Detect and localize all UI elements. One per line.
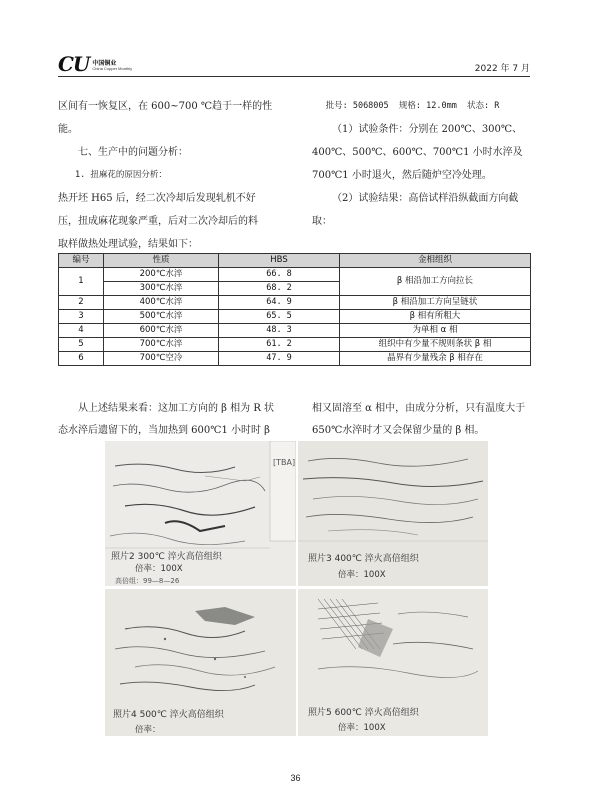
table-cell-org: β 相沿加工方向呈链状: [340, 296, 531, 310]
table-cell-org: β 相沿加工方向拉长: [340, 268, 531, 296]
paragraph-line: 压，扭成麻花现象严重，后对二次冷却后的料: [58, 216, 258, 227]
table-cell-hbs: 61. 2: [219, 338, 340, 352]
table-cell-hbs: 68. 2: [219, 282, 340, 296]
table-cell-prop: 400℃水淬: [104, 296, 219, 310]
table-cell-no: 3: [59, 310, 104, 324]
table-cell-org: 组织中有少量不规则条状 β 相: [340, 338, 531, 352]
table-cell-org: 晶界有少量残余 β 相存在: [340, 352, 531, 366]
photo-handwriting: 倍率：: [135, 725, 161, 735]
paragraph-line: 取：: [312, 216, 332, 227]
logo-mark: CU: [58, 52, 90, 76]
table-row: [59, 338, 531, 352]
photo-handwriting: 照片4 500℃ 淬火高倍组织: [113, 710, 224, 720]
micrograph-photo-5: [298, 589, 488, 736]
photo-handwriting: 倍率：100X: [135, 564, 183, 574]
table-cell-org: β 相有所粗大: [340, 310, 531, 324]
table-cell-no: 6: [59, 352, 104, 366]
logo-chinese-name: 中国铜业: [92, 60, 117, 67]
table-cell-hbs: 47. 9: [219, 352, 340, 366]
photo-handwriting: 倍率：100X: [338, 570, 386, 580]
paragraph-line: 400℃、500℃、600℃、700℃1 小时水淬及: [312, 147, 523, 158]
conclusion-left: [58, 398, 288, 442]
paragraph-line: （1）试验条件：分别在 200℃、300℃、: [332, 124, 523, 135]
paragraph-line: 从上述结果来看：这加工方向的 β 相为 R 状: [78, 403, 275, 414]
micrograph-image: [298, 589, 488, 736]
table-cell-prop: 600℃水淬: [104, 324, 219, 338]
table-row: [59, 310, 531, 324]
left-column: [58, 95, 286, 256]
table-header-row: [59, 254, 531, 268]
svg-text:[TBA]: [TBA]: [273, 458, 296, 467]
table-cell-hbs: 64. 9: [219, 296, 340, 310]
subsection-title: 1. 扭麻花的原因分析：: [75, 170, 167, 180]
micrograph-photo-4: [105, 589, 296, 736]
micrograph-image: [105, 589, 296, 736]
table-cell-prop: 700℃水淬: [104, 338, 219, 352]
paragraph-line: 热开坯 H65 后，经二次冷却后发现轧机不好: [58, 193, 256, 204]
micrograph-image: [298, 441, 488, 586]
table-row: [59, 268, 531, 282]
paragraph-line: 能。: [58, 124, 78, 135]
table-cell-no: 1: [59, 268, 104, 296]
results-table: [58, 253, 531, 366]
photo-handwriting: 倍率：100X: [338, 723, 386, 733]
table-cell-org: 为单相 α 相: [340, 324, 531, 338]
page-header: [58, 54, 530, 77]
paragraph-line: （2）试验结果：高倍试样沿纵截面方向截: [332, 193, 519, 204]
page-number: 36: [290, 773, 301, 783]
table-cell-prop: 200℃水淬: [104, 268, 219, 282]
section-title: 七、生产中的问题分析：: [78, 147, 188, 158]
micrograph-photo-2: [105, 441, 296, 586]
paragraph-line: 态水淬后遗留下的，当加热到 600℃1 小时时 β: [58, 425, 270, 436]
photo-handwriting: 高倍组：99—8—26: [115, 577, 180, 585]
table-cell-hbs: 65. 5: [219, 310, 340, 324]
micrograph-photo-3: [298, 441, 488, 586]
table-header-cell: HBS: [219, 254, 340, 268]
table-cell-no: 5: [59, 338, 104, 352]
paragraph-line: 相又固溶至 α 相中，由成分分析，只有温度大于: [312, 403, 526, 414]
table-row: [59, 324, 531, 338]
table-header-cell: 金相组织: [340, 254, 531, 268]
table-header-cell: 编号: [59, 254, 104, 268]
issue-date: 2022 年 7 月: [474, 64, 530, 74]
table-cell-hbs: 48. 3: [219, 324, 340, 338]
paragraph-line: 650℃水淬时才又会保留少量的 β 相。: [312, 425, 485, 436]
table-cell-hbs: 66. 8: [219, 268, 340, 282]
table-row: [59, 352, 531, 366]
photo-handwriting: 照片2 300℃ 淬火高倍组织: [111, 552, 222, 562]
logo-english-name: China Copper Monthly: [92, 66, 133, 71]
table-header-cell: 性质: [104, 254, 219, 268]
photo-handwriting: 照片3 400℃ 淬火高倍组织: [308, 554, 419, 564]
table-cell-no: 4: [59, 324, 104, 338]
table-cell-prop: 500℃水淬: [104, 310, 219, 324]
paragraph-line: 取样做热处理试验，结果如下：: [58, 239, 198, 250]
micrograph-image: [105, 441, 296, 586]
table-cell-prop: 700℃空冷: [104, 352, 219, 366]
photo-handwriting: 照片5 600℃ 淬火高倍组织: [308, 708, 419, 718]
table-cell-no: 2: [59, 296, 104, 310]
journal-logo: [58, 54, 132, 74]
batch-info: 批号: 5068005 规格: 12.0mm 状态: R: [325, 101, 500, 111]
table-row: [59, 296, 531, 310]
table-cell-prop: 300℃水淬: [104, 282, 219, 296]
paragraph-line: 700℃1 小时退火，然后随炉空冷处理。: [312, 170, 492, 181]
paragraph-line: 区间有一恢复区，在 600~700 ℃趋于一样的性: [58, 101, 273, 112]
conclusion-right: [312, 398, 530, 442]
right-column: [312, 95, 530, 233]
